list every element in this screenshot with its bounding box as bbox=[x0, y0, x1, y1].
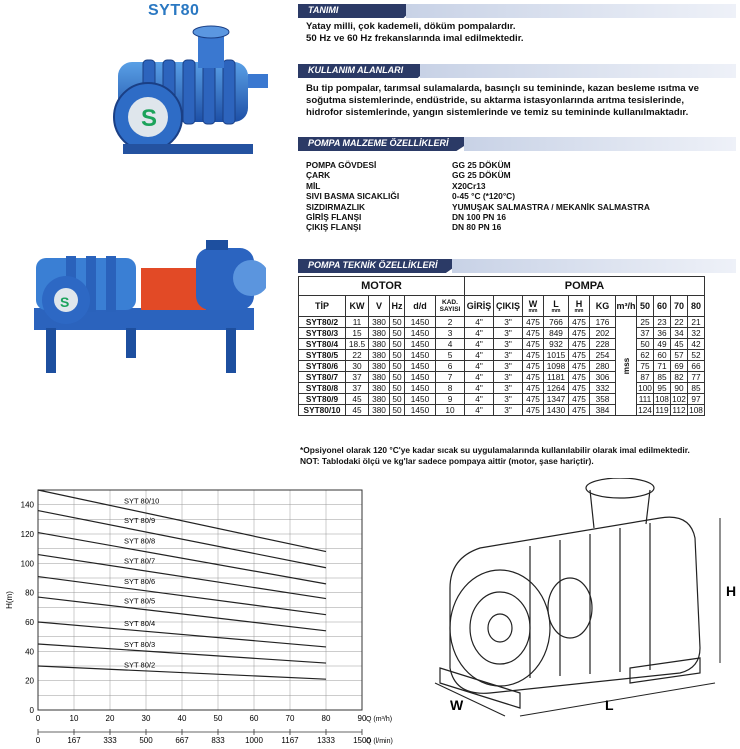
table-cell: 62 bbox=[637, 350, 654, 361]
table-cell: 52 bbox=[688, 350, 705, 361]
table-cell: 3" bbox=[494, 361, 523, 372]
table-cell: 475 bbox=[523, 405, 544, 416]
x-axis-label: Q (m³/h) bbox=[366, 716, 393, 723]
material-value: GG 25 DÖKÜM bbox=[452, 170, 511, 181]
column-header: 50 bbox=[637, 296, 654, 317]
table-cell: 85 bbox=[688, 383, 705, 394]
series-label: SYT 80/3 bbox=[124, 639, 156, 649]
pump-motor-photo bbox=[26, 228, 266, 378]
table-cell: 202 bbox=[590, 328, 616, 339]
table-cell: 69 bbox=[671, 361, 688, 372]
table-cell: 4" bbox=[465, 383, 494, 394]
x2-tick-label: 0 bbox=[35, 736, 41, 745]
table-cell: 766 bbox=[544, 317, 569, 328]
x2-tick-label: 1000 bbox=[245, 736, 263, 745]
table-cell: 176 bbox=[590, 317, 616, 328]
series-label: SYT 80/8 bbox=[124, 536, 156, 546]
table-cell: 50 bbox=[390, 328, 405, 339]
table-cell: 380 bbox=[369, 317, 390, 328]
usage-text: Bu tip pompalar, tarımsal sulamalarda, basınçlı su temininde, kazan besleme ısıtma ve soğutma sistemlerinde, endüstride, su aktarma istasyonlarında arıtma tesislerinde, hidrofor sistemlerinde, yangın sistemlerinde ve temiz su temininde kullanılmaktadır. bbox=[306, 83, 699, 119]
table-cell: 475 bbox=[523, 383, 544, 394]
table-row bbox=[299, 394, 705, 405]
table-cell: 22 bbox=[346, 350, 369, 361]
column-header: Hz bbox=[390, 296, 405, 317]
table-cell: 3" bbox=[494, 339, 523, 350]
column-header: KG bbox=[590, 296, 616, 317]
table-cell: 50 bbox=[390, 405, 405, 416]
material-value: X20Cr13 bbox=[452, 180, 486, 191]
table-cell: 4" bbox=[465, 328, 494, 339]
series-label: SYT 80/5 bbox=[124, 596, 156, 606]
table-cell: 18.5 bbox=[346, 339, 369, 350]
table-cell: 45 bbox=[671, 339, 688, 350]
motor-group-header: MOTOR bbox=[299, 277, 465, 296]
column-header: W mm bbox=[523, 296, 544, 317]
x-tick-label: 80 bbox=[321, 714, 331, 723]
table-cell: 50 bbox=[390, 350, 405, 361]
x-tick-label: 50 bbox=[213, 714, 223, 723]
table-cell: 23 bbox=[654, 317, 671, 328]
table-cell: 108 bbox=[689, 405, 703, 415]
table-cell: 1098 bbox=[544, 361, 569, 372]
column-header: ÇIKIŞ bbox=[494, 296, 523, 317]
column-header: V bbox=[369, 296, 390, 317]
material-row bbox=[306, 160, 650, 170]
table-cell: 7 bbox=[436, 372, 465, 383]
note-optional: *Opsiyonel olarak 120 °C'ye kadar sıcak su uygulamalarında kullanılabilir olarak imal edilmektedir. bbox=[300, 445, 690, 455]
table-cell: 1450 bbox=[405, 372, 436, 383]
x2-tick-label: 1333 bbox=[317, 736, 335, 745]
x-tick-label: 10 bbox=[69, 714, 79, 723]
table-cell: 50 bbox=[637, 339, 654, 350]
table-cell: 475 bbox=[569, 350, 590, 361]
table-cell: 384 bbox=[590, 405, 616, 416]
table-cell: 1430 bbox=[544, 405, 569, 416]
y-tick-label: 60 bbox=[25, 618, 34, 627]
y-tick-label: 140 bbox=[20, 500, 34, 510]
table-cell: 475 bbox=[523, 394, 544, 405]
x2-tick-label: 500 bbox=[139, 736, 153, 745]
table-cell: 4" bbox=[465, 405, 494, 416]
table-cell: 380 bbox=[369, 372, 390, 383]
table-cell: 475 bbox=[569, 405, 590, 416]
table-cell: 1450 bbox=[405, 317, 436, 328]
table-cell: 50 bbox=[390, 317, 405, 328]
table-cell: 34 bbox=[671, 328, 688, 339]
table-cell: 5 bbox=[436, 350, 465, 361]
column-header: KAD. SAYISI bbox=[436, 296, 465, 317]
table-cell: 280 bbox=[590, 361, 616, 372]
table-cell: 1347 bbox=[544, 394, 569, 405]
table-row bbox=[299, 372, 705, 383]
table-cell: 21 bbox=[688, 317, 705, 328]
section-header-malzeme: POMPA MALZEME ÖZELLİKLERİ bbox=[298, 137, 736, 151]
column-header: 60 bbox=[654, 296, 671, 317]
material-key: SIZDIRMAZLIK bbox=[306, 201, 366, 212]
x2-tick-label: 1500 bbox=[353, 736, 371, 745]
material-key: ÇARK bbox=[306, 170, 331, 181]
x-tick-label: 20 bbox=[105, 714, 115, 723]
column-header: TİP bbox=[299, 296, 346, 317]
table-cell: 50 bbox=[390, 339, 405, 350]
table-cell: 380 bbox=[369, 361, 390, 372]
column-header: GİRİŞ bbox=[465, 296, 494, 317]
table-cell: 50 bbox=[390, 394, 405, 405]
table-cell: 95 bbox=[654, 383, 671, 394]
material-row bbox=[306, 191, 650, 201]
table-cell: 57 bbox=[671, 350, 688, 361]
x-tick-label: 30 bbox=[141, 714, 151, 723]
description-text: Yatay milli, çok kademeli, döküm pompalardır. 50 Hz ve 60 Hz frekanslarında imal edilmektedir. bbox=[306, 21, 524, 45]
material-row bbox=[306, 181, 650, 191]
plot-frame bbox=[38, 490, 362, 710]
table-cell: 22 bbox=[671, 317, 688, 328]
table-cell: 90 bbox=[671, 383, 688, 394]
table-cell: 75 bbox=[637, 361, 654, 372]
table-cell: 358 bbox=[590, 394, 616, 405]
material-key: SIVI BASMA SICAKLIĞI bbox=[306, 191, 400, 202]
table-cell: 4" bbox=[465, 361, 494, 372]
pump-photo bbox=[88, 22, 278, 162]
table-cell: 4" bbox=[465, 372, 494, 383]
column-header: 80 bbox=[688, 296, 705, 317]
table-cell: 380 bbox=[369, 350, 390, 361]
tech-table bbox=[298, 276, 705, 416]
table-cell: 32 bbox=[688, 328, 705, 339]
series-label: SYT 80/2 bbox=[124, 660, 156, 670]
table-cell: 475 bbox=[569, 361, 590, 372]
table-cell: 1450 bbox=[405, 383, 436, 394]
table-cell: SYT80/2 bbox=[299, 317, 346, 328]
series-label: SYT 80/7 bbox=[124, 556, 156, 566]
x2-tick-label: 667 bbox=[175, 736, 189, 745]
y-axis-label: H(m) bbox=[5, 591, 14, 609]
table-cell: SYT80/6 bbox=[299, 361, 346, 372]
table-cell: 932 bbox=[544, 339, 569, 350]
table-cell: 380 bbox=[369, 405, 390, 416]
table-cell: 475 bbox=[569, 317, 590, 328]
table-cell: 45 bbox=[346, 405, 369, 416]
table-cell: 50 bbox=[390, 361, 405, 372]
table-cell: 380 bbox=[369, 383, 390, 394]
material-key: POMPA GÖVDESİ bbox=[306, 160, 377, 170]
table-cell: 4 bbox=[436, 339, 465, 350]
table-cell: 87 bbox=[637, 372, 654, 383]
y-tick-label: 40 bbox=[25, 647, 34, 657]
table-cell: 3" bbox=[494, 328, 523, 339]
table-cell: 475 bbox=[523, 372, 544, 383]
table-cell: 1450 bbox=[405, 339, 436, 350]
table-cell: 3" bbox=[494, 405, 523, 416]
pompa-group-header: POMPA bbox=[465, 277, 705, 296]
table-cell: 1450 bbox=[405, 350, 436, 361]
material-value: GG 25 DÖKÜM bbox=[452, 160, 511, 170]
table-cell: 254 bbox=[590, 350, 616, 361]
series-label: SYT 80/6 bbox=[124, 577, 156, 587]
column-header: H mm bbox=[569, 296, 590, 317]
table-cell: 380 bbox=[369, 328, 390, 339]
table-row bbox=[299, 339, 705, 350]
table-cell: 25 bbox=[637, 317, 654, 328]
x-tick-label: 70 bbox=[285, 714, 295, 723]
table-cell: 11 bbox=[346, 317, 369, 328]
x-tick-label: 60 bbox=[249, 714, 259, 723]
table-cell: 77 bbox=[688, 372, 705, 383]
table-row bbox=[299, 405, 705, 416]
table-cell: 10 bbox=[436, 405, 465, 416]
column-header: m³/h bbox=[616, 296, 637, 317]
series-label: SYT 80/4 bbox=[124, 619, 156, 629]
x2-tick-label: 167 bbox=[67, 736, 81, 745]
y-tick-label: 0 bbox=[29, 706, 34, 715]
table-cell: 4" bbox=[465, 394, 494, 405]
table-cell: SYT80/3 bbox=[299, 328, 346, 339]
table-cell: 50 bbox=[390, 383, 405, 394]
note-table: NOT: Tablodaki ölçü ve kg'lar sadece pompaya aittir (motor, şase hariçtir). bbox=[300, 456, 594, 466]
table-cell: 3" bbox=[494, 372, 523, 383]
table-cell: 6 bbox=[436, 361, 465, 372]
series-label: SYT 80/9 bbox=[124, 515, 156, 525]
y-tick-label: 120 bbox=[20, 530, 34, 539]
table-cell: SYT80/9 bbox=[299, 394, 346, 405]
table-cell: 15 bbox=[346, 328, 369, 339]
table-cell: 4" bbox=[465, 350, 494, 361]
table-cell: 475 bbox=[523, 350, 544, 361]
table-cell: 3" bbox=[494, 394, 523, 405]
svg-text:S: S bbox=[60, 294, 70, 310]
table-cell: 9 bbox=[436, 394, 465, 405]
table-cell: 380 bbox=[369, 339, 390, 350]
section-header-tanimi: TANIMI bbox=[298, 4, 736, 18]
table-cell: 3" bbox=[494, 350, 523, 361]
material-row bbox=[306, 212, 650, 222]
table-row bbox=[299, 383, 705, 394]
y-tick-label: 80 bbox=[25, 588, 34, 598]
table-cell: SYT80/7 bbox=[299, 372, 346, 383]
table-cell: 3" bbox=[494, 317, 523, 328]
material-key: GİRİŞ FLANŞI bbox=[306, 212, 362, 223]
product-title: SYT80 bbox=[148, 2, 200, 19]
table-row bbox=[299, 361, 705, 372]
y-tick-label: 100 bbox=[20, 559, 34, 569]
material-value: DN 100 PN 16 bbox=[452, 212, 506, 223]
table-cell: 849 bbox=[544, 328, 569, 339]
column-header: L mm bbox=[544, 296, 569, 317]
material-value: DN 80 PN 16 bbox=[452, 222, 502, 233]
table-cell: 100 bbox=[638, 383, 652, 393]
table-cell: 3 bbox=[436, 328, 465, 339]
table-cell: 4" bbox=[465, 317, 494, 328]
x2-tick-label: 833 bbox=[211, 736, 225, 745]
table-cell: 85 bbox=[654, 372, 671, 383]
dim-w-label: W bbox=[450, 697, 464, 713]
table-cell: 475 bbox=[523, 317, 544, 328]
table-cell: 97 bbox=[688, 394, 705, 405]
section-header-teknik: POMPA TEKNİK ÖZELLİKLERİ bbox=[298, 259, 736, 273]
table-cell: SYT80/10 bbox=[299, 405, 346, 416]
table-cell: 1264 bbox=[544, 383, 569, 394]
series-label: SYT 80/10 bbox=[124, 496, 160, 506]
table-cell: 475 bbox=[523, 328, 544, 339]
material-value: 0-45 °C (*120°C) bbox=[452, 191, 516, 202]
table-cell: 112 bbox=[672, 405, 686, 415]
table-cell: 111 bbox=[637, 394, 654, 405]
table-cell: 45 bbox=[346, 394, 369, 405]
x-tick-label: 90 bbox=[357, 714, 367, 723]
table-cell: 332 bbox=[590, 383, 616, 394]
table-row bbox=[299, 317, 705, 328]
table-cell: 475 bbox=[569, 383, 590, 394]
table-cell: 37 bbox=[346, 372, 369, 383]
column-header: d/d bbox=[405, 296, 436, 317]
table-cell: 102 bbox=[672, 394, 686, 404]
table-row bbox=[299, 350, 705, 361]
table-cell: 228 bbox=[590, 339, 616, 350]
section-header-kullanim: KULLANIM ALANLARI bbox=[298, 64, 736, 78]
table-cell: SYT80/8 bbox=[299, 383, 346, 394]
table-cell: SYT80/5 bbox=[299, 350, 346, 361]
table-cell: 475 bbox=[569, 328, 590, 339]
x2-tick-label: 1167 bbox=[281, 736, 299, 745]
table-cell: 1450 bbox=[405, 394, 436, 405]
dimension-drawing bbox=[410, 478, 740, 743]
table-cell: 119 bbox=[655, 405, 669, 415]
table-cell: 1450 bbox=[405, 328, 436, 339]
table-cell: 71 bbox=[654, 361, 671, 372]
table-cell: 2 bbox=[436, 317, 465, 328]
table-cell: 4" bbox=[465, 339, 494, 350]
table-cell: 475 bbox=[569, 394, 590, 405]
material-value: YUMUŞAK SALMASTRA / MEKANİK SALMASTRA bbox=[452, 201, 650, 212]
performance-chart bbox=[0, 478, 400, 749]
mss-label: mss bbox=[616, 317, 637, 416]
table-cell: 1450 bbox=[405, 405, 436, 416]
table-cell: 475 bbox=[523, 339, 544, 350]
table-cell: 1015 bbox=[544, 350, 569, 361]
material-row bbox=[306, 170, 650, 180]
table-cell: 30 bbox=[346, 361, 369, 372]
dim-h-label: H bbox=[726, 583, 737, 599]
table-cell: 60 bbox=[654, 350, 671, 361]
x-tick-label: 40 bbox=[177, 714, 187, 723]
table-cell: 380 bbox=[369, 394, 390, 405]
table-cell: 475 bbox=[523, 361, 544, 372]
table-cell: 306 bbox=[590, 372, 616, 383]
material-row bbox=[306, 222, 650, 232]
x2-tick-label: 333 bbox=[103, 736, 117, 745]
material-key: MİL bbox=[306, 180, 321, 191]
material-row bbox=[306, 202, 650, 212]
table-cell: 82 bbox=[671, 372, 688, 383]
table-cell: 37 bbox=[637, 328, 654, 339]
table-cell: 1450 bbox=[405, 361, 436, 372]
table-cell: 50 bbox=[390, 372, 405, 383]
x2-axis-label: Q (l/min) bbox=[366, 738, 393, 745]
y-tick-label: 20 bbox=[25, 676, 34, 686]
table-cell: 1181 bbox=[544, 372, 569, 383]
column-header: 70 bbox=[671, 296, 688, 317]
material-list bbox=[306, 160, 650, 233]
x-tick-label: 0 bbox=[35, 714, 41, 723]
svg-text:S: S bbox=[141, 105, 158, 132]
table-cell: 3" bbox=[494, 383, 523, 394]
table-cell: 475 bbox=[569, 339, 590, 350]
dim-l-label: L bbox=[605, 697, 614, 713]
material-key: ÇIKIŞ FLANŞI bbox=[306, 222, 361, 233]
table-cell: 49 bbox=[654, 339, 671, 350]
table-cell: 37 bbox=[346, 383, 369, 394]
table-cell: SYT80/4 bbox=[299, 339, 346, 350]
table-cell: 108 bbox=[655, 394, 669, 404]
table-cell: 42 bbox=[688, 339, 705, 350]
table-cell: 36 bbox=[654, 328, 671, 339]
table-cell: 8 bbox=[436, 383, 465, 394]
table-cell: 124 bbox=[638, 405, 652, 415]
table-cell: 475 bbox=[569, 372, 590, 383]
table-row bbox=[299, 328, 705, 339]
table-cell: 66 bbox=[688, 361, 705, 372]
column-header: KW bbox=[346, 296, 369, 317]
